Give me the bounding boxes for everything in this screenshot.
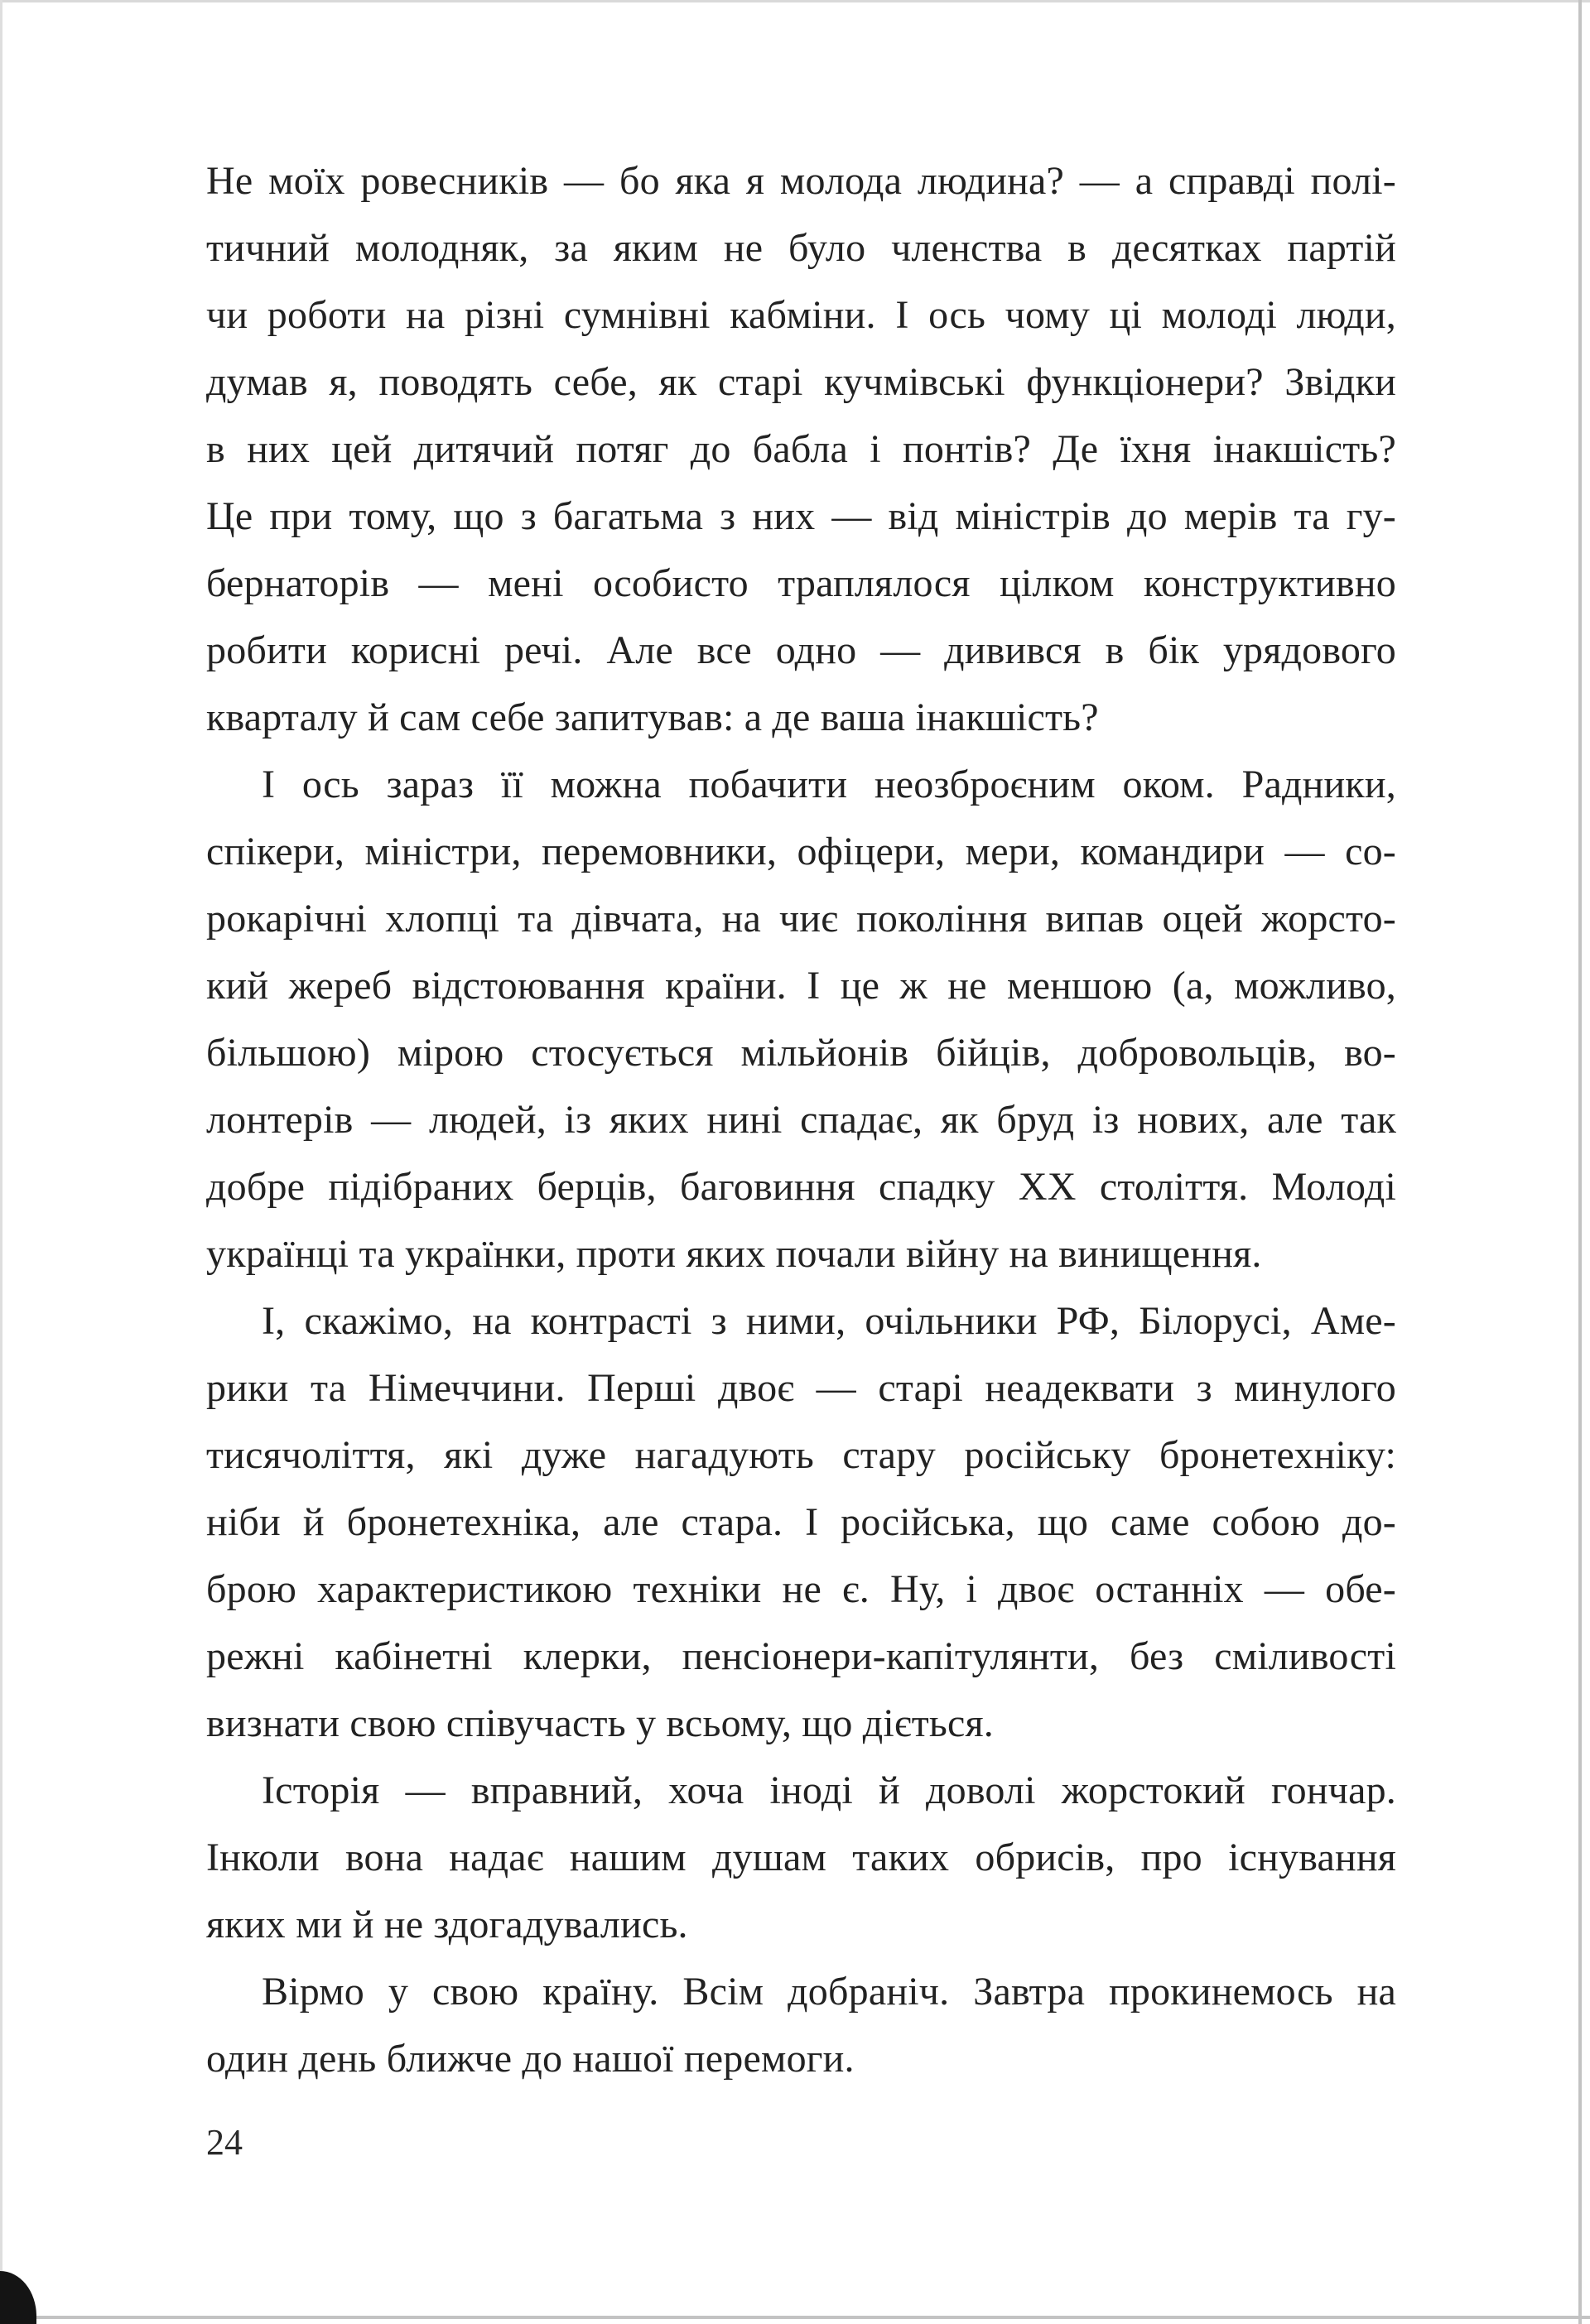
text-line: Не моїх ровесників — бо яка я молода людина? — а справді полі- <box>206 159 1396 203</box>
text-line: кий жереб відстоювання країни. І це ж не меншою (а, можливо, <box>206 964 1396 1008</box>
text-line: І, скажімо, на контрасті з ними, очільники РФ, Білорусі, Аме- <box>262 1299 1396 1343</box>
scan-edge-left <box>0 0 2 2324</box>
text-line: ніби й бронетехніка, але стара. І російська, що саме собою до- <box>206 1500 1396 1544</box>
text-line: режні кабінетні клерки, пенсіонери-капітулянти, без сміливості <box>206 1634 1396 1678</box>
text-line: кварталу й сам себе запитував: а де ваша інакшість? <box>206 695 1099 739</box>
paragraph <box>206 1958 1396 2092</box>
text-line: яких ми й не здогадувались. <box>206 1903 688 1946</box>
text-line: українці та українки, проти яких почали війну на винищення. <box>206 1232 1262 1276</box>
body-text <box>206 147 1396 2092</box>
text-line: І ось зараз її можна побачити неозброєним оком. Радники, <box>262 763 1396 806</box>
paragraph <box>206 147 1396 751</box>
text-line: рики та Німеччини. Перші двоє — старі неадеквати з минулого <box>206 1366 1396 1410</box>
text-line: тичний молодняк, за яким не було членства в десятках партій <box>206 226 1396 270</box>
text-line: Це при тому, що з багатьма з них — від міністрів до мерів та гу- <box>206 494 1396 538</box>
scan-corner-artifact <box>0 2271 36 2324</box>
scan-edge-top <box>0 0 1590 2</box>
page-number: 24 <box>206 2122 243 2163</box>
text-line: чи роботи на різні сумнівні кабміни. І ось чому ці молоді люди, <box>206 293 1396 337</box>
paragraph <box>206 1287 1396 1757</box>
paragraph <box>206 1757 1396 1958</box>
paragraph <box>206 751 1396 1287</box>
text-line: лонтерів — людей, із яких нині спадає, як бруд із нових, але так <box>206 1098 1396 1142</box>
text-line: визнати свою співучасть у всьому, що діється. <box>206 1701 994 1745</box>
text-line: Інколи вона надає нашим душам таких обрисів, про існування <box>206 1836 1396 1879</box>
text-line: один день ближче до нашої перемоги. <box>206 2037 855 2081</box>
text-line: тисячоліття, які дуже нагадують стару російську бронетехніку: <box>206 1433 1396 1477</box>
text-line: Історія — вправний, хоча іноді й доволі жорстокий гончар. <box>262 1768 1396 1812</box>
text-line: в них цей дитячий потяг до бабла і понтів? Де їхня інакшість? <box>206 427 1396 471</box>
text-line: добре підібраних берців, баговиння спадку XX століття. Молоді <box>206 1165 1396 1209</box>
text-line: робити корисні речі. Але все одно — дивився в бік урядового <box>206 628 1396 672</box>
text-line: бернаторів — мені особисто траплялося цілком конструктивно <box>206 561 1396 605</box>
text-line: більшою) мірою стосується мільйонів бійців, добровольців, во- <box>206 1031 1396 1075</box>
text-line: спікери, міністри, перемовники, офіцери, мери, командири — со- <box>206 830 1396 873</box>
text-line: брою характеристикою техніки не є. Ну, і двоє останніх — обе- <box>206 1567 1396 1611</box>
scan-edge-right <box>1578 0 1582 2324</box>
text-line: думав я, поводять себе, як старі кучмівські функціонери? Звідки <box>206 360 1396 404</box>
text-line: Вірмо у свою країну. Всім добраніч. Завтра прокинемось на <box>262 1970 1396 2014</box>
text-line: рокарічні хлопці та дівчата, на чиє покоління випав оцей жорсто- <box>206 897 1396 941</box>
scan-edge-bottom <box>0 2316 1590 2319</box>
